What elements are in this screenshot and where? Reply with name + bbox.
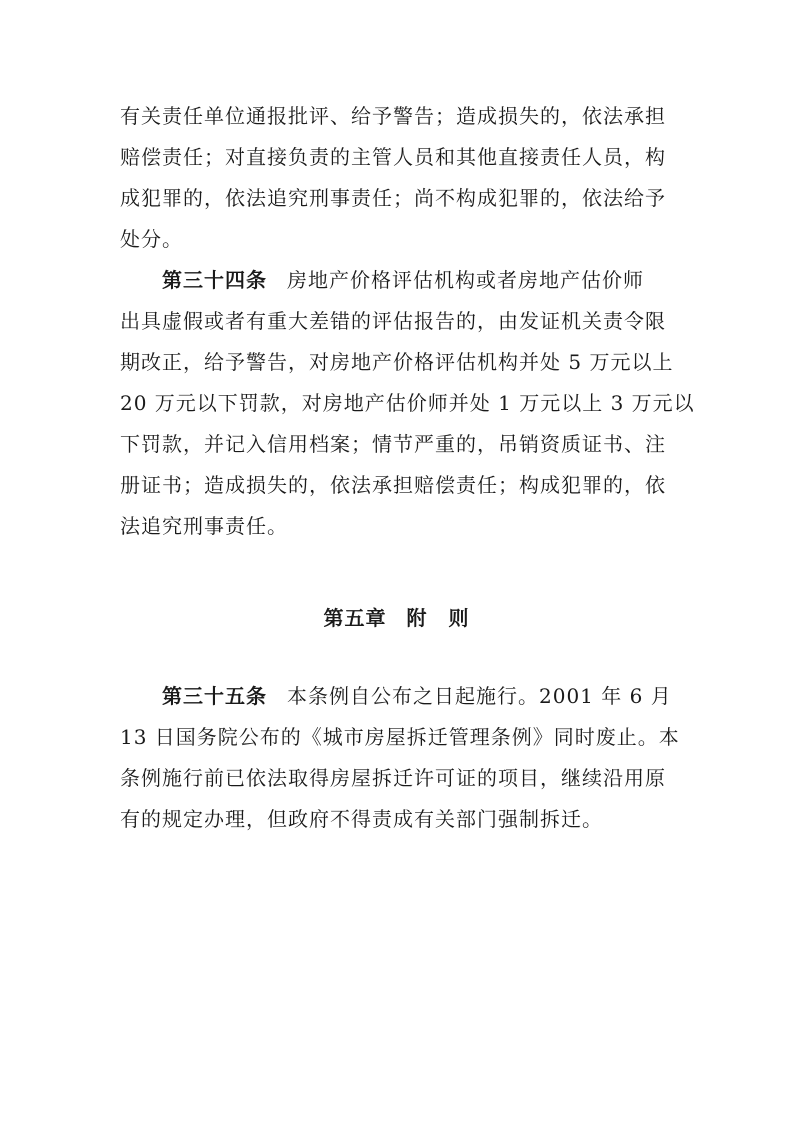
- text-line: 13 日国务院公布的《城市房屋拆迁管理条例》同时废止。本: [120, 725, 680, 749]
- text-line: 处分。: [120, 227, 183, 251]
- text-line: 出具虚假或者有重大差错的评估报告的，由发证机关责令限: [120, 309, 666, 333]
- text-line: 20 万元以下罚款，对房地产估价师并处 1 万元以上 3 万元以: [120, 391, 695, 415]
- chapter-heading: [0, 598, 793, 639]
- chapter-title: 附 则: [406, 606, 470, 630]
- text-line: 条例施行前已依法取得房屋拆迁许可证的项目，继续沿用原: [120, 766, 666, 790]
- article-35: [120, 676, 680, 840]
- text-line: 有关责任单位通报批评、给予警告；造成损失的，依法承担: [120, 104, 666, 128]
- text-line: 下罚款，并记入信用档案；情节严重的，吊销资质证书、注: [120, 432, 666, 456]
- article-first-line-text: 本条例自公布之日起施行。2001 年 6 月: [287, 684, 672, 708]
- text-line: 册证书；造成损失的，依法承担赔偿责任；构成犯罪的，依: [120, 473, 666, 497]
- text-line: 期改正，给予警告，对房地产价格评估机构并处 5 万元以上: [120, 350, 674, 374]
- article-first-line: [120, 260, 675, 301]
- text-line: 有的规定办理，但政府不得责成有关部门强制拆迁。: [120, 807, 603, 831]
- text-line: 成犯罪的，依法追究刑事责任；尚不构成犯罪的，依法给予: [120, 186, 666, 210]
- article-first-line-text: 房地产价格评估机构或者房地产估价师: [287, 268, 644, 292]
- paragraph-continuation: [120, 96, 675, 260]
- article-heading: 第三十四条: [162, 268, 267, 292]
- chapter-number: 第五章: [323, 606, 387, 630]
- article-first-line: [120, 676, 675, 717]
- text-line: 法追究刑事责任。: [120, 514, 288, 538]
- text-line: 赔偿责任；对直接负责的主管人员和其他直接责任人员，构: [120, 145, 666, 169]
- article-heading: 第三十五条: [162, 684, 267, 708]
- article-34: [120, 260, 695, 547]
